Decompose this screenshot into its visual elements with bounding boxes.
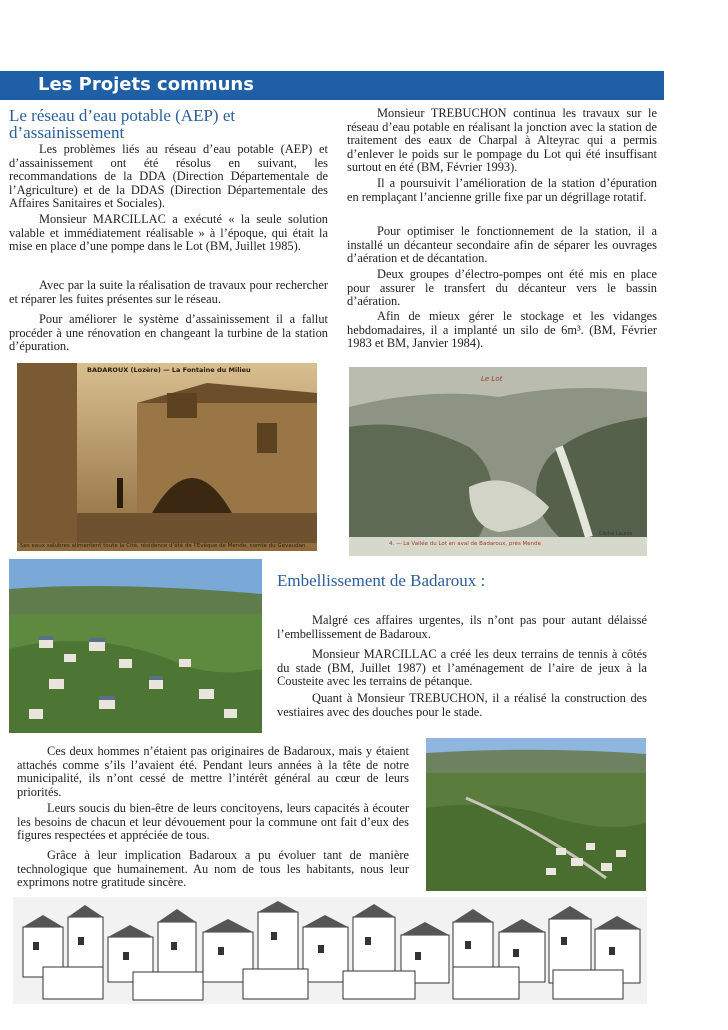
section-title-aep: Le réseau d’eau potable (AEP) et d’assainissement [9, 106, 236, 142]
valley-aerial-illustration [426, 738, 646, 891]
paragraph: Les problèmes liés au réseau d’eau potable (AEP) et d’assainissement ont été résolus en suivant, les recommandations de la DDA (Direction Départementale de l’Agriculture) et de la DDAS (Direction Départementale des Affaires Sanitaires et Sociales). [9, 142, 328, 211]
lot-valley-postcard-photo [349, 367, 647, 556]
paragraph: Afin de mieux gérer le stockage et les vidanges hebdomadaires, il a implanté un silo de 6m³. (BM, Février 1983 et BM, Janvier 1984). [347, 309, 657, 351]
paragraph: Monsieur MARCILLAC a créé les deux terrains de tennis à côtés du stade (BM, Juillet 1987) et l’aménagement de l’aire de jeux à la Cousteite avec les terrains de pétanque. [277, 647, 647, 689]
paragraph: Leurs soucis du bien-être de leurs concitoyens, leurs capacités à écouter les besoins de chacun et leur dévouement pour la commune ont fait d’eux des figures respectées et appréciée de tous. [17, 801, 409, 843]
paragraph: Pour améliorer le système d’assainissement il a fallut procéder à une rénovation en changeant la turbine de la station d’épuration. [9, 312, 328, 354]
paragraph: Deux groupes d’électro-pompes ont été mis en place pour assurer le transfert du décanteur vers le bassin d’aération. [347, 267, 657, 309]
valley-aerial-photo [426, 738, 646, 891]
village-illustration [9, 559, 262, 733]
valley-illustration [349, 367, 647, 556]
postcard-title: BADAROUX (Lozère) — La Fontaine du Milieu [87, 366, 251, 374]
village-aerial-photo [9, 559, 262, 733]
fontaine-postcard-photo [17, 363, 317, 551]
postcard-caption: 4. — La Vallée du Lot en aval de Badaroux, près Mende [389, 541, 542, 547]
paragraph: Quant à Monsieur TREBUCHON, il a réalisé la construction des vestiaires avec des douches pour le stade. [277, 691, 647, 719]
section-banner [0, 71, 664, 100]
paragraph: Grâce à leur implication Badaroux a pu évoluer tant de manière technologique que humainement. Au nom de tous les habitants, nous leur exprimons notre gratitude sincère. [17, 848, 409, 890]
paragraph: Monsieur MARCILLAC a exécuté « la seule solution valable et immédiatement réalisable » à l’époque, qui était la mise en place d’une pompe dans le Lot (BM, Juillet 1985). [9, 212, 328, 254]
paragraph: Avec par la suite la réalisation de travaux pour rechercher et réparer les fuites présentes sur le réseau. [9, 278, 328, 306]
paragraph: Pour optimiser le fonctionnement de la station, il a installé un décanteur secondaire afin de séparer les ouvrages d’aération et de décantation. [347, 224, 657, 266]
section-title-embellissement: Embellissement de Badaroux : [277, 571, 486, 590]
engraving-illustration [13, 897, 647, 1004]
postcard-title: Le Lot [481, 375, 503, 383]
paragraph: Ces deux hommes n’étaient pas originaires de Badaroux, mais y étaient attachés comme s’ils l’avaient été. Pendant leurs années à la tête de notre municipalité, ils n’ont cessé de mettre l’intérêt général au cœur de leurs priorités. [17, 744, 409, 799]
banner-title: Les Projets communs [38, 74, 254, 95]
fontaine-illustration [17, 363, 317, 551]
postcard-credit: Cliché Laurès [599, 531, 633, 537]
paragraph: Monsieur TREBUCHON continua les travaux sur le réseau d’eau potable en réalisant la jonction avec la station de traitement des eaux de Charpal à Alteyrac qui a permis d’enlever le poids sur le pompage du Lot qui été insuffisant surtout en été (BM, Février 1993). [347, 106, 657, 175]
paragraph: Il a poursuivit l’amélioration de la station d’épuration en remplaçant l’ancienne grille fixe par un dégrillage rotatif. [347, 176, 657, 204]
village-engraving-banner [13, 897, 647, 1004]
paragraph: Malgré ces affaires urgentes, ils n’ont pas pour autant délaissé l’embellissement de Badaroux. [277, 613, 647, 641]
postcard-caption: Ses eaux salubres alimentent toute la Cité, résidence d’été de l’Evêque de Mende, comte du Gévaudan [20, 543, 306, 549]
